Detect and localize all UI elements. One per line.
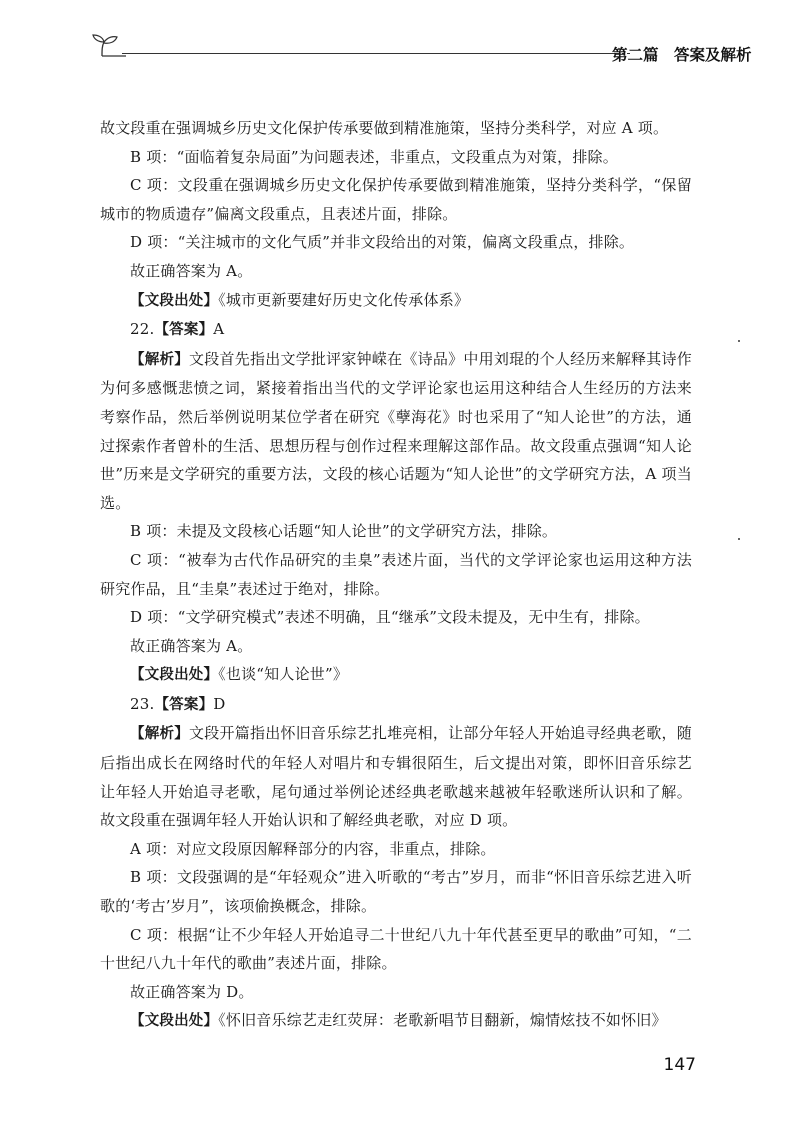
paragraph — [100, 978, 692, 1007]
margin-mark — [738, 538, 740, 540]
paragraph-text: 《怀旧音乐综艺走红荧屏：老歌新唱节目翻新，煽情炫技不如怀旧》 — [218, 1011, 667, 1030]
paragraph — [100, 603, 692, 632]
paragraph-text: D 项：“文学研究模式”表述不明确，且“继承”文段未提及，无中生有，排除。 — [130, 608, 650, 627]
paragraph-text: B 项：文段强调的是“年轻观众”进入听歌的“考古”岁月，而非“怀旧音乐综艺进入听歌的‘考古’岁月”，该项偷换概念，排除。 — [100, 868, 692, 916]
paragraph-text: 故正确答案为 A。 — [130, 261, 253, 280]
paragraph-text: 《城市更新要建好历史文化传承体系》 — [218, 290, 470, 309]
paragraph — [100, 921, 692, 978]
paragraph-text: A 项：对应文段原因解释部分的内容，非重点，排除。 — [130, 839, 496, 858]
section-label: 【文段出处】 — [130, 667, 219, 684]
paragraph-text: 故正确答案为 A。 — [130, 636, 253, 655]
section-title: 第二篇 答案及解析 — [612, 46, 752, 64]
section-label: 【解析】 — [130, 726, 189, 743]
source-citation — [100, 1006, 692, 1036]
paragraph — [100, 171, 692, 228]
paragraph — [100, 257, 692, 286]
paragraph-text: C 项：“被奉为古代作品研究的圭臬”表述片面，当代的文学评论家也运用这种方法研究作品，且“圭臬”表述过于绝对，排除。 — [100, 550, 692, 598]
paragraph-text: D 项：“关注城市的文化气质”并非文段给出的对策，偏离文段重点，排除。 — [130, 233, 635, 252]
paragraph — [100, 114, 692, 143]
question-number: 23. — [130, 694, 155, 713]
paragraph — [100, 835, 692, 864]
source-citation — [100, 286, 692, 316]
paragraph-text: 故文段重在强调城乡历史文化保护传承要做到精准施策，坚持分类科学，对应 A 项。 — [100, 119, 669, 137]
question-number: 22. — [130, 320, 155, 339]
section-label: 【解析】 — [130, 351, 189, 368]
section-label: 【文段出处】 — [130, 292, 219, 309]
paragraph — [100, 632, 692, 661]
paragraph-text: D — [213, 694, 226, 713]
source-citation — [100, 660, 692, 690]
answer-line — [100, 315, 692, 345]
analysis-paragraph — [100, 345, 692, 518]
sprout-icon — [92, 34, 126, 58]
paragraph — [100, 863, 692, 920]
analysis-paragraph — [100, 719, 692, 834]
paragraph — [100, 228, 692, 257]
paragraph-text: B 项：“面临着复杂局面”为问题表述，非重点，文段重点为对策，排除。 — [130, 147, 618, 166]
paragraph-text: B 项：未提及文段核心话题“知人论世”的文学研究方法，排除。 — [130, 522, 558, 541]
section-label: 【答案】 — [154, 696, 214, 713]
section-label: 【文段出处】 — [130, 1013, 219, 1030]
paragraph-text: 文段开篇指出怀旧音乐综艺扎堆亮相，让部分年轻人开始追寻经典老歌，随后指出成长在网络时代的年轻人对唱片和专辑很陌生，后文提出对策，即怀旧音乐综艺让年轻人开始追寻老歌，尾句通过举例论述经典老歌越来越被年轻歌迷所认识和了解。故文段重在强调年轻人开始认识和了解经典老歌，对应 D 项。 — [100, 724, 692, 830]
paragraph — [100, 517, 692, 546]
paragraph-text: 故正确答案为 D。 — [130, 982, 254, 1001]
paragraph-text: 文段首先指出文学批评家钟嵘在《诗品》中用刘琨的个人经历来解释其诗作为何多感慨悲愤之词，紧接着指出当代的文学评论家也运用这种结合人生经历的方法来考察作品，然后举例说明某位学者在研究《孽海花》时也采用了“知人论世”的方法，通过探索作者曾朴的生活、思想历程与创作过程来理解这部作品。故文段重点强调“知人论世”历来是文学研究的重要方法，文段的核心话题为“知人论世”的文学研究方法，A 项当选。 — [100, 349, 692, 512]
paragraph — [100, 546, 692, 603]
paragraph-text: A — [213, 320, 225, 339]
answer-line — [100, 690, 692, 720]
paragraph — [100, 143, 692, 172]
answer-explanations — [100, 114, 692, 1036]
paragraph-text: 《也谈“知人论世”》 — [218, 665, 349, 684]
paragraph-text: C 项：文段重在强调城乡历史文化保护传承要做到精准施策，坚持分类科学，“保留城市的物质遗存”偏离文段重点，且表述片面，排除。 — [100, 176, 692, 223]
section-label: 【答案】 — [154, 322, 214, 339]
page-header — [92, 30, 752, 70]
paragraph-text: C 项：根据“让不少年轻人开始追寻二十世纪八九十年代甚至更早的歌曲”可知，“二十世纪八九十年代的歌曲”表述片面，排除。 — [100, 925, 692, 973]
page-number: 147 — [663, 1055, 696, 1075]
margin-mark — [738, 340, 740, 342]
